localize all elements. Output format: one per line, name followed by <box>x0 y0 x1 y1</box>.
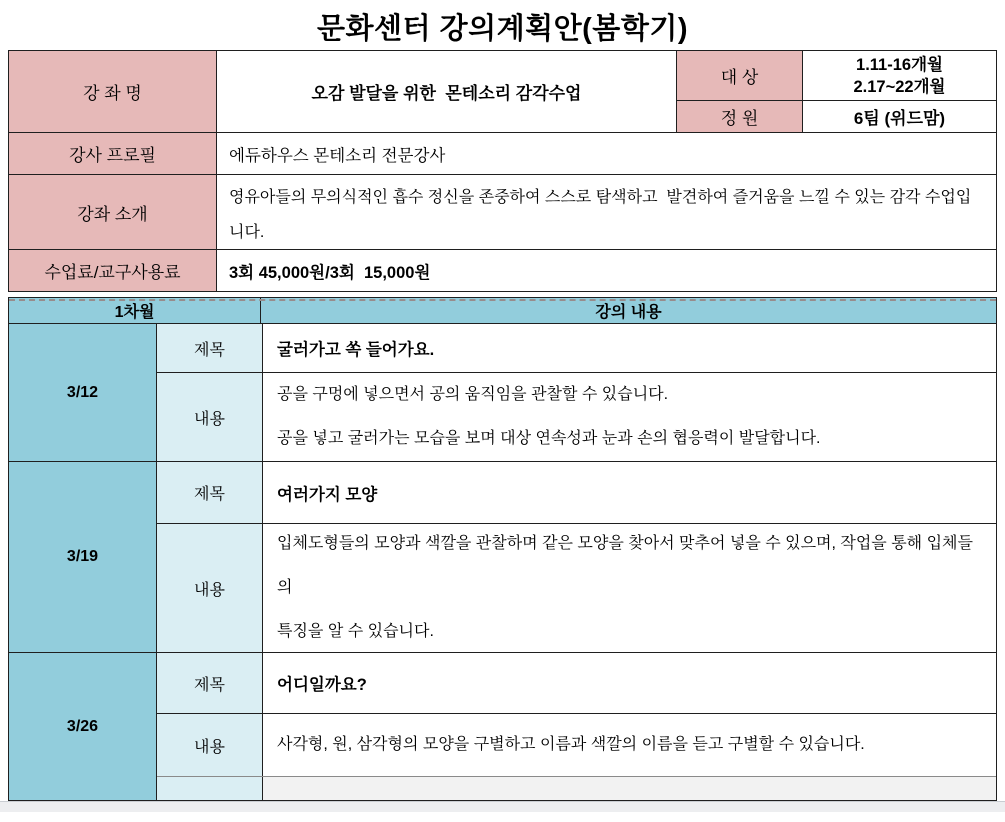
fee-label: 수업료/교구사용료 <box>9 250 216 291</box>
content-line: 공을 넣고 굴러가는 모습을 보며 대상 연속성과 눈과 손의 협응력이 발달합니다. <box>277 430 821 447</box>
content-line: 사각형, 원, 삼각형의 모양을 구별하고 이름과 색깔의 이름을 듣고 구별할 수 있습니다. <box>277 736 865 753</box>
fee-value: 3회 45,000원/3회 15,000원 <box>216 250 996 291</box>
title-row <box>157 653 996 713</box>
intro-value: 영유아들의 무의식적인 흡수 정신을 존중하여 스스로 탐색하고 발견하여 즐거움을 느낄 수 있는 감각 수업입니다. <box>216 175 996 249</box>
target-value <box>802 51 996 100</box>
content-label: 내용 <box>157 373 262 461</box>
title-row <box>157 462 996 523</box>
session-content <box>262 524 996 652</box>
course-info-table <box>8 50 997 292</box>
content-line: 특징을 알 수 있습니다. <box>277 623 434 640</box>
capacity-value: 6팀 (위드맘) <box>802 101 996 132</box>
title-label: 제목 <box>157 324 262 372</box>
page-bottom-strip <box>0 801 1005 812</box>
target-value-line2: 2.17~22개월 <box>853 77 946 96</box>
content-row <box>157 713 996 776</box>
session-date: 3/19 <box>9 462 156 652</box>
instructor-row <box>9 132 996 174</box>
capacity-row <box>677 100 996 132</box>
month-header: 1차월 <box>9 298 260 323</box>
target-row <box>677 51 996 100</box>
content-label: 내용 <box>157 524 262 652</box>
content-row <box>157 523 996 652</box>
title-label: 제목 <box>157 462 262 523</box>
title-label: 제목 <box>157 653 262 713</box>
intro-label: 강좌 소개 <box>9 175 216 249</box>
content-header: 강의 내용 <box>260 298 996 323</box>
content-line: 공을 구멍에 넣으면서 공의 움직임을 관찰할 수 있습니다. <box>277 386 669 403</box>
session-group <box>9 652 996 800</box>
session-title: 어디일까요? <box>262 653 996 713</box>
intro-row <box>9 174 996 249</box>
instructor-value: 에듀하우스 몬테소리 전문강사 <box>216 133 996 174</box>
target-value-line1: 1.11-16개월 <box>856 55 943 74</box>
session-title: 굴러가고 쏙 들어가요. <box>262 324 996 372</box>
content-label: 내용 <box>157 714 262 776</box>
session-group <box>9 323 996 461</box>
title-row <box>157 324 996 372</box>
course-name-value: 오감 발달을 위한 몬테소리 감각수업 <box>216 51 676 132</box>
schedule-table <box>8 297 997 801</box>
session-rows <box>156 462 996 652</box>
empty-content-cell <box>262 777 996 800</box>
session-date: 3/12 <box>9 324 156 461</box>
page-title: 문화센터 강의계획안(봄학기) <box>316 13 689 45</box>
content-row <box>157 372 996 461</box>
course-name-row <box>9 51 996 132</box>
session-content <box>262 373 996 461</box>
empty-row <box>157 776 996 800</box>
session-rows <box>156 653 996 800</box>
session-content <box>262 714 996 776</box>
schedule-header-row <box>9 298 996 323</box>
target-capacity-block <box>676 51 996 132</box>
session-date: 3/26 <box>9 653 156 800</box>
empty-label-cell <box>157 777 262 800</box>
instructor-label: 강사 프로필 <box>9 133 216 174</box>
session-rows <box>156 324 996 461</box>
session-title: 여러가지 모양 <box>262 462 996 523</box>
session-group <box>9 461 996 652</box>
content-line: 입체도형들의 모양과 색깔을 관찰하며 같은 모양을 찾아서 맞추어 넣을 수 있으며, 작업을 통해 입체들의 <box>277 535 973 596</box>
course-name-label: 강 좌 명 <box>9 51 216 132</box>
fee-row <box>9 249 996 291</box>
capacity-label: 정 원 <box>677 101 802 132</box>
target-label: 대 상 <box>677 51 802 100</box>
